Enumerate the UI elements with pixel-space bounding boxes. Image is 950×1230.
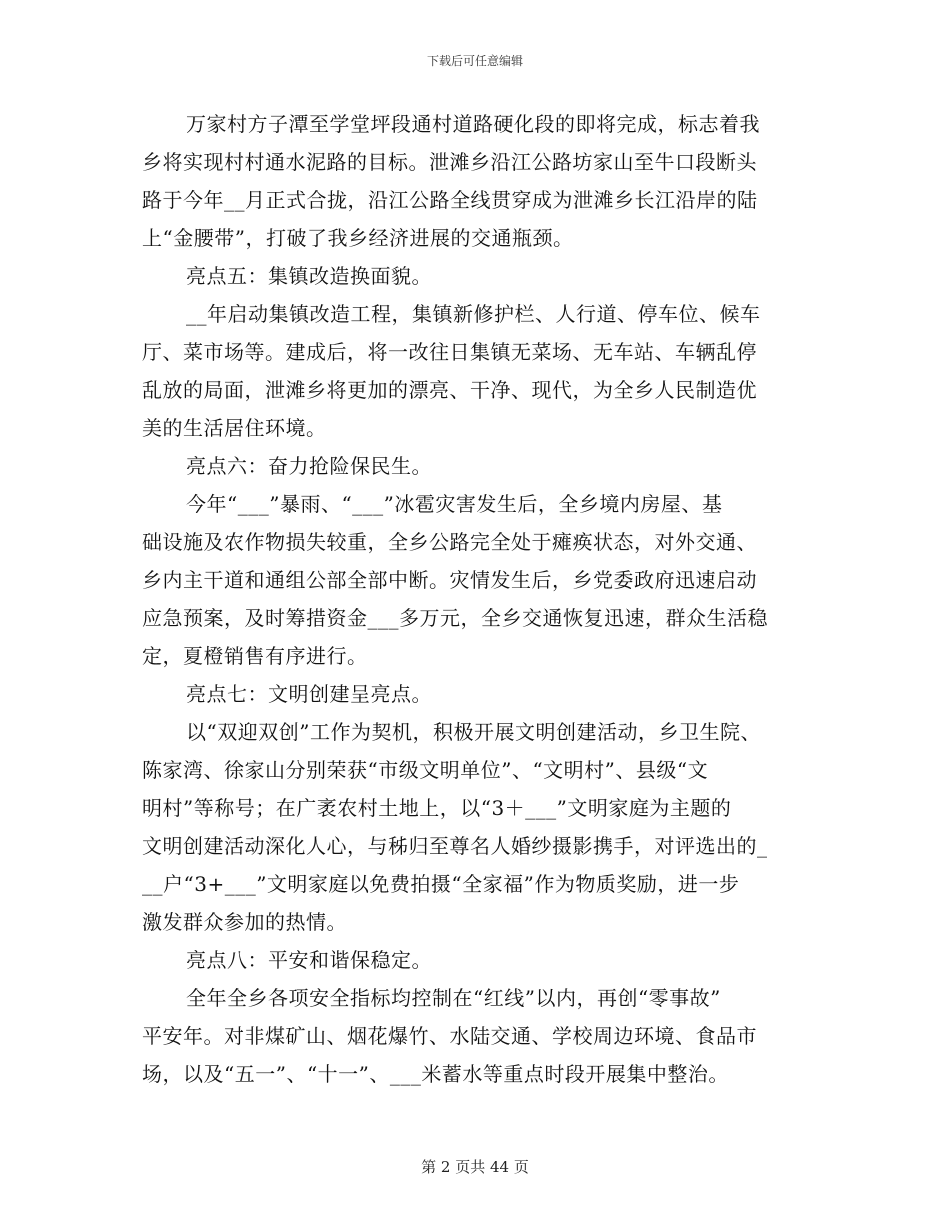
text-line: 亮点五：集镇改造换面貌。 [186, 264, 432, 288]
text-line: __年启动集镇改造工程，集镇新修护栏、人行道、停车位、候车 [186, 302, 761, 326]
text-line: 文明创建活动深化人心，与秭归至尊名人婚纱摄影携手，对评选出的_ [142, 834, 768, 858]
text-line: 路于今年__月正式合拢，沿江公路全线贯穿成为泄滩乡长江沿岸的陆 [142, 188, 758, 212]
text-line: 亮点六：奋力抢险保民生。 [186, 454, 432, 478]
text-line: 厅、菜市场等。建成后，将一改往日集镇无菜场、无车站、车辆乱停 [142, 340, 757, 364]
page-footer: 第 2 页共 44 页 [421, 1158, 529, 1176]
page-header: 下载后可任意编辑 [426, 54, 523, 68]
text-line: 亮点八：平安和谐保稳定。 [186, 948, 432, 972]
text-line: 激发群众参加的热情。 [142, 910, 347, 934]
text-line: 乡将实现村村通水泥路的目标。泄滩乡沿江公路坊家山至牛口段断头 [142, 150, 757, 174]
text-line: 明村”等称号；在广袤农村土地上，以“3＋___”文明家庭为主题的 [142, 796, 732, 820]
text-line: 定，夏橙销售有序进行。 [142, 644, 368, 668]
text-line: 全年全乡各项安全指标均控制在“红线”以内，再创“零事故” [186, 986, 721, 1010]
text-line: 以“双迎双创”工作为契机，积极开展文明创建活动，乡卫生院、 [186, 720, 761, 744]
text-line: 场，以及“五一”、“十一”、___米蓄水等重点时段开展集中整治。 [142, 1062, 729, 1086]
text-line: 平安年。对非煤矿山、烟花爆竹、水陆交通、学校周边环境、食品市 [142, 1024, 757, 1048]
text-line: __户“3+___”文明家庭以免费拍摄“全家福”作为物质奖励，进一步 [142, 872, 740, 896]
text-line: 亮点七：文明创建呈亮点。 [186, 682, 432, 706]
text-line: 础设施及农作物损失较重，全乡公路完全处于瘫痪状态，对外交通、 [142, 530, 757, 554]
text-line: 应急预案，及时筹措资金___多万元，全乡交通恢复迅速，群众生活稳 [142, 606, 768, 630]
text-line: 上“金腰带”，打破了我乡经济进展的交通瓶颈。 [142, 226, 574, 250]
text-line: 乱放的局面，泄滩乡将更加的漂亮、干净、现代，为全乡人民制造优 [142, 378, 757, 402]
text-line: 今年“___”暴雨、“___”冰雹灾害发生后，全乡境内房屋、基 [186, 492, 723, 516]
text-line: 乡内主干道和通组公部全部中断。灾情发生后，乡党委政府迅速启动 [142, 568, 757, 592]
text-line: 陈家湾、徐家山分别荣获“市级文明单位”、“文明村”、县级“文 [142, 758, 709, 782]
text-line: 美的生活居住环境。 [142, 416, 327, 440]
document-body [142, 105, 802, 1093]
text-line: 万家村方子潭至学堂坪段通村道路硬化段的即将完成，标志着我 [186, 112, 760, 136]
